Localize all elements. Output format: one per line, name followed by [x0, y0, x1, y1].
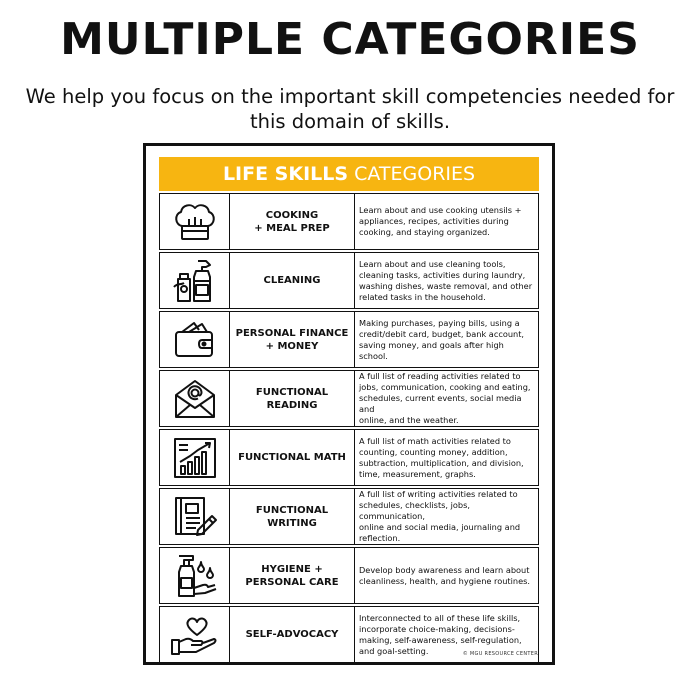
category-description: Develop body awareness and learn about cleanliness, health, and hygiene routines. — [359, 564, 530, 586]
cleaning-supplies-icon — [160, 253, 230, 308]
category-description: A full list of reading activities related to jobs, communication, cooking and eating, schedules, current events, social media and online, and the weather. — [359, 371, 531, 425]
category-description: A full list of writing activities related to schedules, checklists, jobs, communication, online and social media, journaling and reflection. — [359, 489, 521, 543]
banner-bold-text: LIFE SKILLS — [222, 163, 349, 185]
category-row-functional-reading — [159, 370, 539, 427]
heart-hand-icon — [160, 607, 230, 662]
page-subtitle: We help you focus on the important skill competencies needed for this domain of skills. — [25, 85, 675, 133]
page-title: MULTIPLE CATEGORIES — [60, 14, 640, 65]
category-row-cleaning — [159, 252, 539, 309]
categories-table — [159, 193, 539, 665]
category-name: SELF-ADVOCACY — [230, 607, 355, 662]
chef-hat-icon — [160, 194, 230, 249]
notepad-pencil-icon — [160, 489, 230, 544]
category-name: PERSONAL FINANCE + MONEY — [230, 312, 355, 367]
category-description: Making purchases, paying bills, using a credit/debit card, budget, bank account, saving money, and goals after high school. — [359, 317, 525, 361]
category-description: Learn about and use cooking utensils + appliances, recipes, activities during cooking, and staying organized. — [359, 205, 522, 237]
category-description: Learn about and use cleaning tools, cleaning tasks, activities during laundry, washing dishes, waste removal, and other related tasks in the household. — [359, 258, 533, 302]
category-row-personal-finance — [159, 311, 539, 368]
banner-light-text: CATEGORIES — [354, 163, 476, 185]
category-description: A full list of math activities related to counting, counting money, addition, subtraction, multiplication, and division, time, measurement, graphs. — [359, 435, 524, 479]
category-name: FUNCTIONAL READING — [230, 371, 355, 426]
category-row-hygiene — [159, 547, 539, 604]
category-name: HYGIENE + PERSONAL CARE — [230, 548, 355, 603]
category-row-cooking — [159, 193, 539, 250]
poster-banner — [159, 157, 539, 191]
credit-text: © MGU RESOURCE CENTER — [462, 651, 538, 657]
bar-chart-icon — [160, 430, 230, 485]
email-envelope-icon — [160, 371, 230, 426]
category-description: Interconnected to all of these life skills, incorporate choice-making, decisions- making, self-awareness, self-regulation, and goal-setting. — [359, 612, 522, 656]
category-name: FUNCTIONAL MATH — [230, 430, 355, 485]
category-name: FUNCTIONAL WRITING — [230, 489, 355, 544]
category-name: COOKING + MEAL PREP — [230, 194, 355, 249]
category-row-functional-writing — [159, 488, 539, 545]
category-name: CLEANING — [230, 253, 355, 308]
wallet-icon — [160, 312, 230, 367]
life-skills-poster — [143, 143, 555, 665]
category-row-functional-math — [159, 429, 539, 486]
soap-handwash-icon — [160, 548, 230, 603]
